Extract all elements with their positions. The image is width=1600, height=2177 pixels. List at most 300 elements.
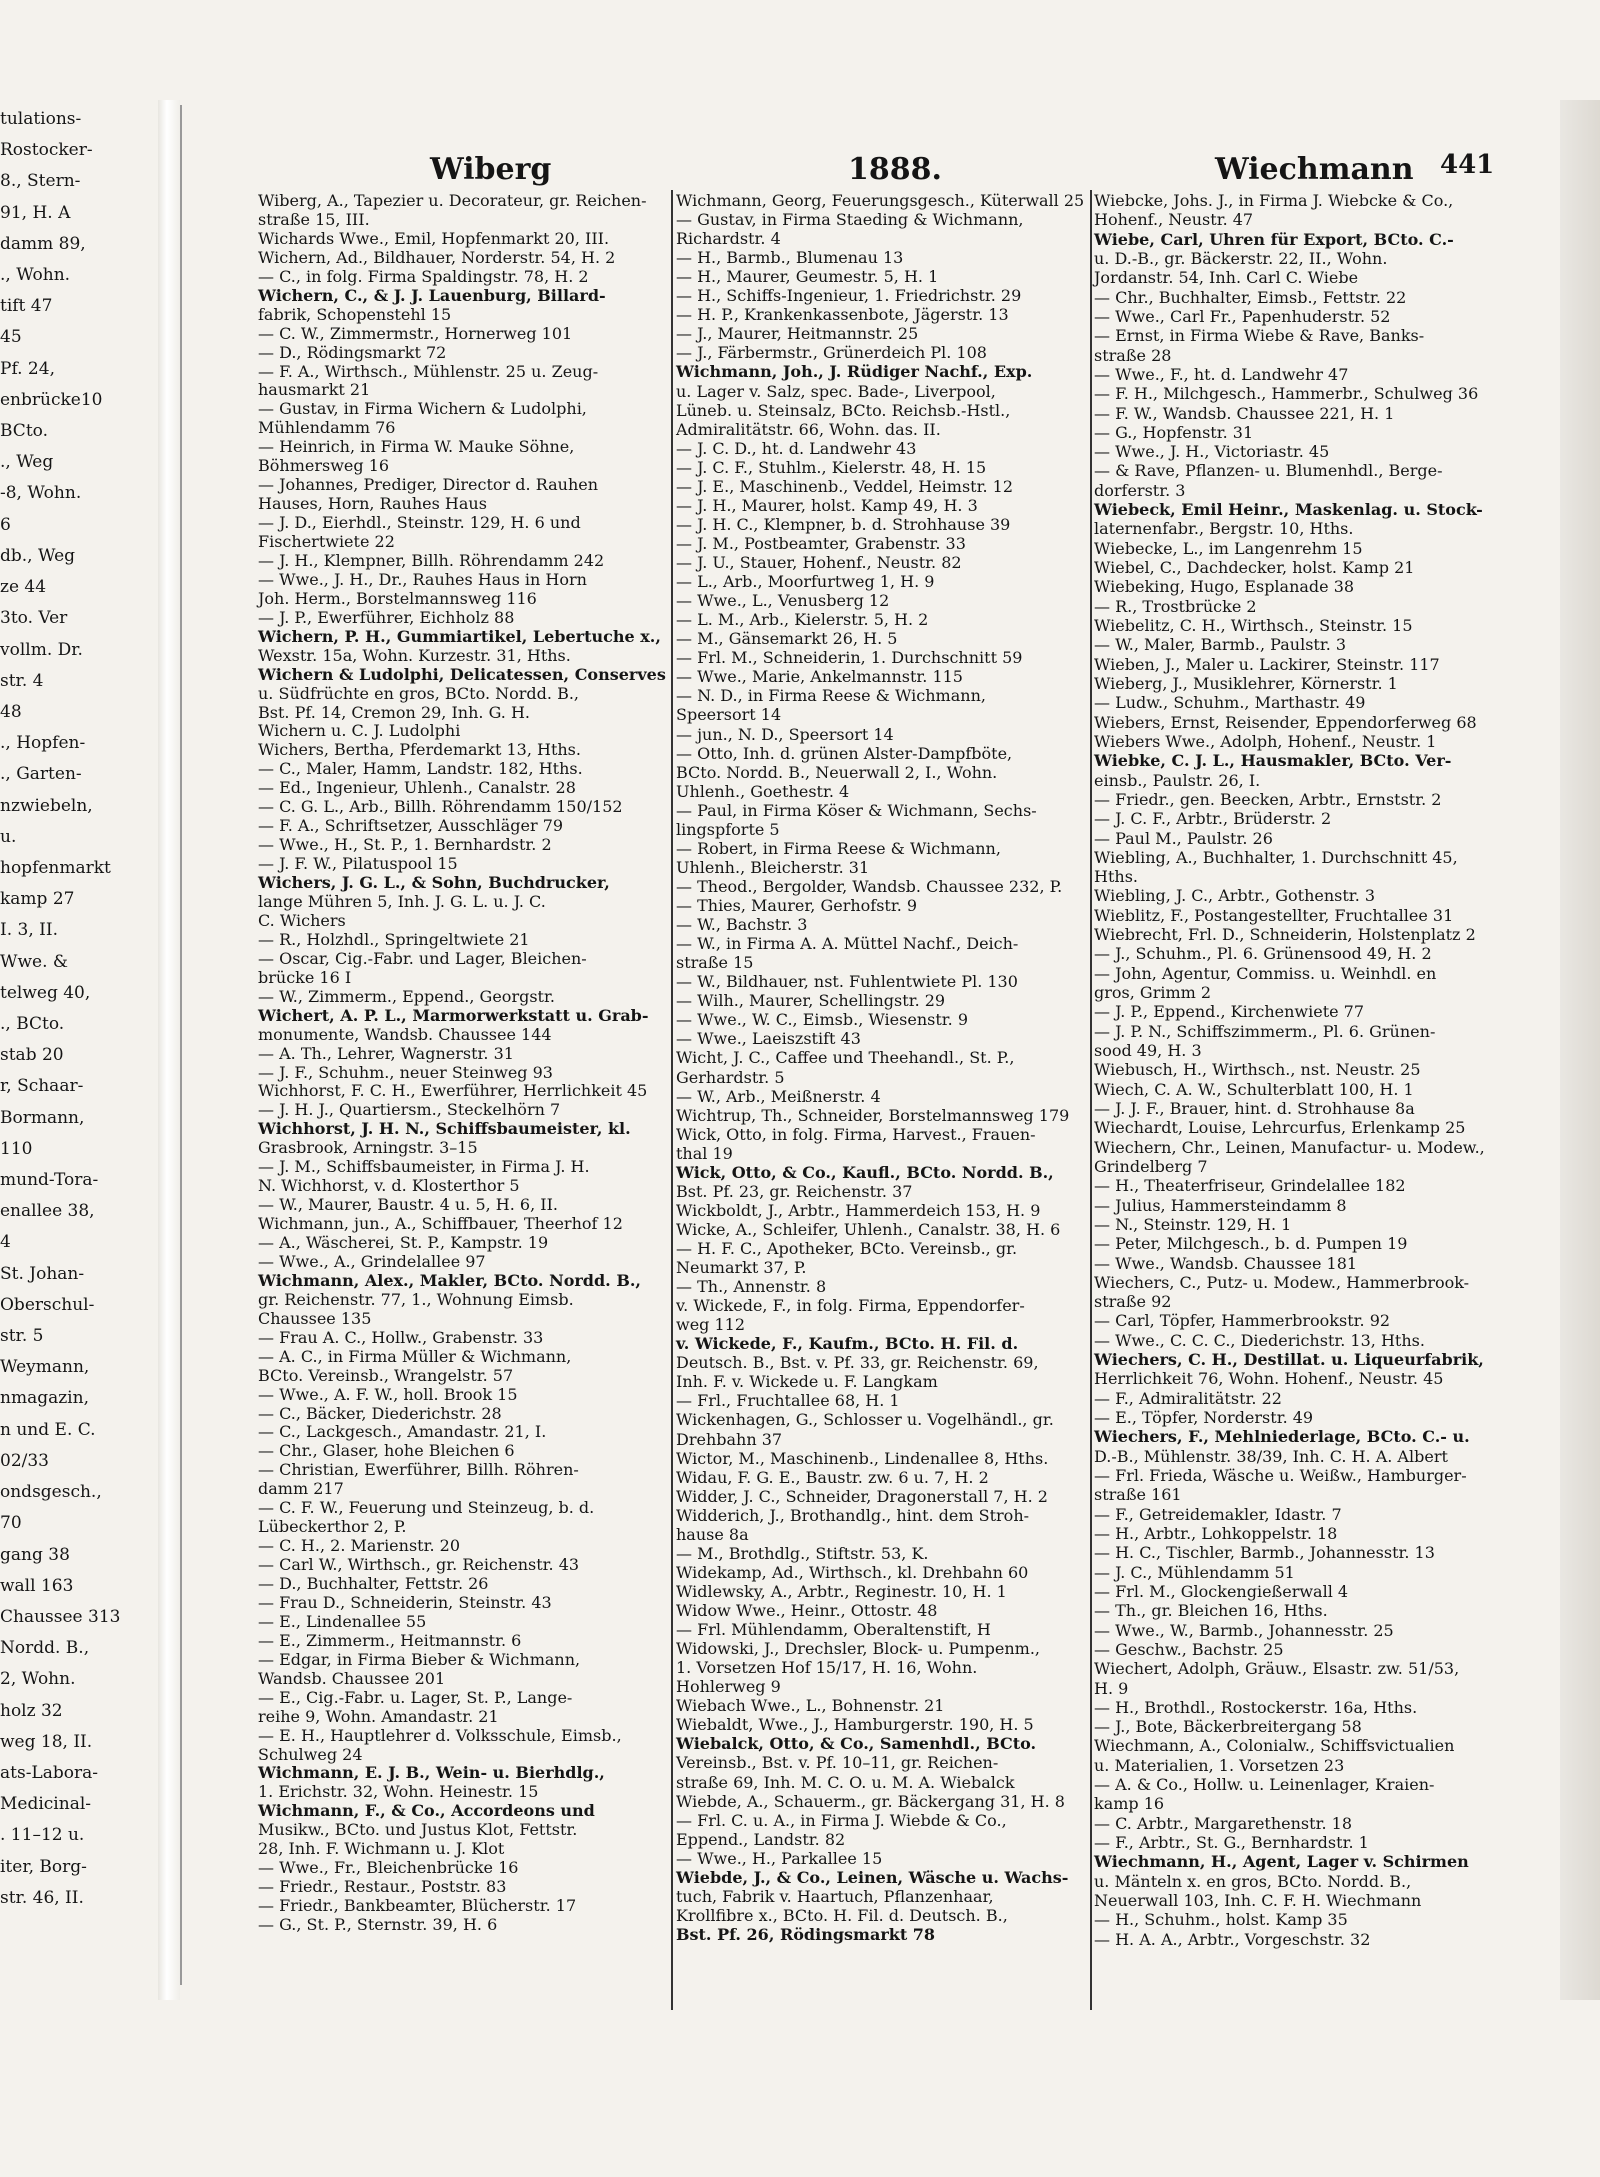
previous-page-line: 2, Wohn. bbox=[0, 1669, 76, 1690]
directory-entry-line: — E., Lindenallee 55 bbox=[258, 1611, 427, 1631]
directory-entry-line: — J. U., Stauer, Hohenf., Neustr. 82 bbox=[676, 553, 962, 573]
previous-page-line: tulations- bbox=[0, 110, 82, 129]
directory-entry-line: — Frau A. C., Hollw., Grabenstr. 33 bbox=[258, 1327, 544, 1347]
previous-page-line: nzwiebeln, bbox=[0, 795, 93, 816]
directory-entry-line: — L. M., Arb., Kielerstr. 5, H. 2 bbox=[676, 610, 929, 630]
previous-page-line: Wwe. & bbox=[0, 951, 69, 972]
directory-entry-line: Wiechert, Adolph, Gräuw., Elsastr. zw. 51/53, bbox=[1094, 1659, 1460, 1679]
directory-entry-line: H. 9 bbox=[1094, 1678, 1129, 1698]
directory-entry-line: — Ernst, in Firma Wiebe & Rave, Banks- bbox=[1094, 326, 1425, 346]
directory-entry-line: — Friedr., Restaur., Poststr. 83 bbox=[258, 1877, 507, 1897]
directory-entry-line: Wiech, C. A. W., Schulterblatt 100, H. 1 bbox=[1094, 1079, 1414, 1099]
directory-entry-line: — J. H., Klempner, Billh. Röhrendamm 242 bbox=[258, 550, 605, 570]
directory-entry-line: Widau, F. G. E., Baustr. zw. 6 u. 7, H. 2 bbox=[676, 1467, 989, 1487]
directory-entry-line: Bst. Pf. 14, Cremon 29, Inh. G. H. bbox=[258, 702, 530, 722]
directory-entry-line: Admiralitätstr. 66, Wohn. das. II. bbox=[676, 419, 941, 439]
directory-entry-line: Wichers, J. G. L., & Sohn, Buchdrucker, bbox=[258, 873, 610, 893]
directory-entry-line: — W., Maurer, Baustr. 4 u. 5, H. 6, II. bbox=[258, 1195, 558, 1215]
directory-entry-line: Wichards Wwe., Emil, Hopfenmarkt 20, III. bbox=[258, 228, 610, 248]
directory-entry-line: 1. Vorsetzen Hof 15/17, H. 16, Wohn. bbox=[676, 1658, 978, 1678]
previous-page-line: weg 18, II. bbox=[0, 1731, 93, 1752]
previous-page-line: ze 44 bbox=[0, 577, 47, 598]
directory-entry-line: Wiebelitz, C. H., Wirthsch., Steinstr. 15 bbox=[1094, 616, 1413, 635]
directory-entry-line: — J. P., Ewerführer, Eichholz 88 bbox=[258, 607, 515, 627]
directory-entry-line: — W., Bildhauer, nst. Fuhlentwiete Pl. 130 bbox=[676, 972, 1018, 992]
directory-entry-line: — J. C. F., Arbtr., Brüderstr. 2 bbox=[1094, 809, 1332, 829]
directory-entry-line: straße 15, III. bbox=[258, 209, 370, 229]
directory-entry-line: Wick, Otto, in folg. Firma, Harvest., Frauen- bbox=[676, 1124, 1036, 1144]
directory-entry-line: Wiebach Wwe., L., Bohnenstr. 21 bbox=[676, 1696, 945, 1716]
directory-entry-line: — H., Theaterfriseur, Grindelallee 182 bbox=[1094, 1176, 1406, 1196]
directory-entry-line: Lüneb. u. Steinsalz, BCto. Reichsb.-Hstl., bbox=[676, 400, 1011, 420]
directory-entry-line: — F., Getreidemakler, Idastr. 7 bbox=[1094, 1504, 1342, 1524]
directory-entry-line: Wicht, J. C., Caffee und Theehandl., St. P., bbox=[676, 1048, 1015, 1068]
directory-entry-line: — Frl. M., Glockengießerwall 4 bbox=[1094, 1581, 1349, 1601]
directory-entry-line: — Robert, in Firma Reese & Wichmann, bbox=[676, 838, 1001, 858]
previous-page-line: str. 5 bbox=[0, 1326, 44, 1347]
directory-entry-line: D.-B., Mühlenstr. 38/39, Inh. C. H. A. Albert bbox=[1094, 1446, 1448, 1466]
directory-entry-line: Wichhorst, F. C. H., Ewerführer, Herrlichkeit 45 bbox=[258, 1081, 648, 1101]
directory-entry-line: Wiebecke, L., im Langenrehm 15 bbox=[1094, 538, 1363, 558]
previous-page-line: BCto. bbox=[0, 421, 48, 442]
directory-entry-line: — C., Bäcker, Diederichstr. 28 bbox=[258, 1403, 502, 1423]
page-edge-shadow bbox=[1560, 100, 1600, 2000]
previous-page-line: hopfenmarkt bbox=[0, 857, 111, 878]
directory-entry-line: Neuerwall 103, Inh. C. F. H. Wiechmann bbox=[1094, 1891, 1422, 1911]
directory-entry-line: Wiebling, J. C., Arbtr., Gothenstr. 3 bbox=[1094, 886, 1376, 906]
directory-entry-line: — J. J. F., Brauer, hint. d. Strohhause 8a bbox=[1094, 1098, 1415, 1118]
directory-entry-line: Wexstr. 15a, Wohn. Kurzestr. 31, Hths. bbox=[258, 645, 571, 665]
directory-entry-line: — Chr., Glaser, hohe Bleichen 6 bbox=[258, 1441, 515, 1461]
previous-page-line: enbrücke10 bbox=[0, 389, 103, 410]
previous-page-line: 48 bbox=[0, 701, 22, 722]
directory-entry-line: 1. Erichstr. 32, Wohn. Heinestr. 15 bbox=[258, 1782, 539, 1802]
directory-entry-line: — Ludw., Schuhm., Marthastr. 49 bbox=[1094, 693, 1366, 713]
previous-page-line: str. 4 bbox=[0, 670, 44, 691]
directory-entry-line: straße 15 bbox=[676, 953, 754, 973]
directory-entry-line: — F. A., Wirthsch., Mühlenstr. 25 u. Zeug- bbox=[258, 361, 599, 381]
directory-entry-line: — Frau D., Schneiderin, Steinstr. 43 bbox=[258, 1592, 552, 1612]
directory-entry-line: — Paul M., Paulstr. 26 bbox=[1094, 828, 1273, 848]
directory-entry-line: Wiberg, A., Tapezier u. Decorateur, gr. Reichen- bbox=[258, 191, 647, 210]
directory-entry-line: Wiebeck, Emil Heinr., Maskenlag. u. Stock- bbox=[1094, 500, 1483, 520]
directory-entry-line: Wiechardt, Louise, Lehrcurfus, Erlenkamp 25 bbox=[1094, 1118, 1466, 1138]
column-rule-1 bbox=[671, 190, 673, 2010]
directory-entry-line: Wichers, Bertha, Pferdemarkt 13, Hths. bbox=[258, 740, 581, 760]
previous-page-line: 8., Stern- bbox=[0, 171, 81, 192]
directory-entry-line: — Heinrich, in Firma W. Mauke Söhne, bbox=[258, 437, 575, 457]
directory-entry-line: lange Mühren 5, Inh. J. G. L. u. J. C. bbox=[258, 891, 546, 911]
directory-entry-line: u. Südfrüchte en gros, BCto. Nordd. B., bbox=[258, 683, 579, 703]
directory-entry-line: — Wwe., Laeiszstift 43 bbox=[676, 1029, 861, 1049]
directory-entry-line: Jordanstr. 54, Inh. Carl C. Wiebe bbox=[1094, 268, 1359, 288]
directory-entry-line: Hths. bbox=[1094, 867, 1138, 887]
previous-page-line: Bormann, bbox=[0, 1107, 85, 1128]
directory-entry-line: — Chr., Buchhalter, Eimsb., Fettstr. 22 bbox=[1094, 287, 1407, 307]
directory-entry-line: — F. H., Milchgesch., Hammerbr., Schulweg 36 bbox=[1094, 384, 1479, 404]
directory-entry-line: laternenfabr., Bergstr. 10, Hths. bbox=[1094, 519, 1354, 539]
previous-page-line: str. 46, II. bbox=[0, 1887, 84, 1908]
directory-entry-line: Mühlendamm 76 bbox=[258, 418, 396, 438]
previous-page-line: Medicinal- bbox=[0, 1794, 92, 1815]
directory-entry-line: — H., Schuhm., holst. Kamp 35 bbox=[1094, 1910, 1348, 1930]
previous-page-line: Oberschul- bbox=[0, 1294, 95, 1315]
directory-entry-line: Speersort 14 bbox=[676, 705, 782, 725]
directory-entry-line: Wiechers, C. H., Destillat. u. Liqueurfabrik, bbox=[1094, 1350, 1484, 1370]
directory-entry-line: — Wwe., F., ht. d. Landwehr 47 bbox=[1094, 364, 1349, 384]
directory-entry-line: Wieben, J., Maler u. Lackirer, Steinstr. 117 bbox=[1094, 654, 1440, 674]
previous-page-line: 4 bbox=[0, 1232, 11, 1253]
directory-entry-line: Wichern, Ad., Bildhauer, Norderstr. 54, H. 2 bbox=[258, 247, 616, 267]
directory-entry-line: — C. H., 2. Marienstr. 20 bbox=[258, 1536, 461, 1556]
directory-entry-line: — Julius, Hammersteindamm 8 bbox=[1094, 1195, 1347, 1215]
directory-entry-line: Wichert, A. P. L., Marmorwerkstatt u. Grab- bbox=[258, 1005, 649, 1025]
directory-entry-line: — Wwe., J. H., Dr., Rauhes Haus in Horn bbox=[258, 569, 587, 589]
column-rule-2 bbox=[1090, 190, 1092, 2010]
directory-entry-line: Wiebalck, Otto, & Co., Samenhdl., BCto. bbox=[676, 1734, 1037, 1754]
previous-page-line: 110 bbox=[0, 1138, 33, 1159]
previous-page-line: I. 3, II. bbox=[0, 920, 58, 941]
directory-entry-line: — Edgar, in Firma Bieber & Wichmann, bbox=[258, 1649, 581, 1669]
previous-page-line: ats-Labora- bbox=[0, 1762, 98, 1783]
directory-entry-line: — Th., gr. Bleichen 16, Hths. bbox=[1094, 1601, 1328, 1621]
directory-entry-line: — John, Agentur, Commiss. u. Weinhdl. en bbox=[1094, 963, 1437, 983]
directory-entry-line: — Theod., Bergolder, Wandsb. Chaussee 232, P. bbox=[676, 876, 1063, 896]
running-head-left: Wiberg bbox=[430, 152, 552, 187]
directory-entry-line: — Friedr., Bankbeamter, Blücherstr. 17 bbox=[258, 1896, 577, 1916]
directory-entry-line: damm 217 bbox=[258, 1479, 344, 1499]
directory-entry-line: — C., Maler, Hamm, Landstr. 182, Hths. bbox=[258, 759, 583, 779]
directory-entry-line: C. Wichers bbox=[258, 910, 346, 930]
directory-entry-line: Uhlenh., Bleicherstr. 31 bbox=[676, 857, 870, 877]
directory-entry-line: Wiebrecht, Frl. D., Schneiderin, Holstenplatz 2 bbox=[1094, 925, 1476, 945]
directory-entry-line: Vereinsb., Bst. v. Pf. 10–11, gr. Reichen- bbox=[676, 1753, 999, 1773]
directory-entry-line: — Ed., Ingenieur, Uhlenh., Canalstr. 28 bbox=[258, 778, 576, 798]
directory-entry-line: — H., Brothdl., Rostockerstr. 16a, Hths. bbox=[1094, 1697, 1418, 1717]
previous-page-line: 91, H. A bbox=[0, 202, 71, 223]
directory-entry-line: — F. A., Schriftsetzer, Ausschläger 79 bbox=[258, 816, 564, 836]
directory-entry-line: — jun., N. D., Speersort 14 bbox=[676, 724, 894, 744]
directory-entry-line: — Wwe., Wandsb. Chaussee 181 bbox=[1094, 1253, 1358, 1273]
book-gutter bbox=[158, 100, 180, 2000]
directory-entry-line: Bst. Pf. 23, gr. Reichenstr. 37 bbox=[676, 1181, 913, 1201]
previous-page-line: mund-Tora- bbox=[0, 1170, 99, 1191]
directory-entry-line: thal 19 bbox=[676, 1143, 733, 1163]
directory-entry-line: — J. P. N., Schiffszimmerm., Pl. 6. Grünen- bbox=[1094, 1021, 1436, 1041]
directory-entry-line: — Gustav, in Firma Wichern & Ludolphi, bbox=[258, 399, 587, 419]
directory-entry-line: — J. F. W., Pilatuspool 15 bbox=[258, 854, 458, 874]
directory-entry-line: — Wwe., Fr., Bleichenbrücke 16 bbox=[258, 1858, 519, 1878]
previous-page-line: tift 47 bbox=[0, 296, 53, 317]
directory-entry-line: einsb., Paulstr. 26, I. bbox=[1094, 770, 1261, 790]
directory-entry-line: — Frl. C. u. A., in Firma J. Wiebde & Co., bbox=[676, 1810, 1007, 1830]
directory-entry-line: — H. P., Krankenkassenbote, Jägerstr. 13 bbox=[676, 305, 1009, 325]
directory-entry-line: Wandsb. Chaussee 201 bbox=[258, 1668, 446, 1688]
running-head-year: 1888. bbox=[848, 152, 942, 187]
directory-entry-line: Herrlichkeit 76, Wohn. Hohenf., Neustr. 45 bbox=[1094, 1369, 1444, 1389]
directory-entry-line: Fischertwiete 22 bbox=[258, 532, 395, 552]
directory-entry-line: — J. M., Postbeamter, Grabenstr. 33 bbox=[676, 533, 966, 553]
directory-entry-line: — J. C. D., ht. d. Landwehr 43 bbox=[676, 438, 917, 458]
directory-entry-line: — A. & Co., Hollw. u. Leinenlager, Kraien- bbox=[1094, 1775, 1435, 1795]
directory-entry-line: Wiebde, J., & Co., Leinen, Wäsche u. Wachs- bbox=[676, 1867, 1069, 1887]
directory-entry-line: Wiebel, C., Dachdecker, holst. Kamp 21 bbox=[1094, 558, 1415, 578]
directory-entry-line: Neumarkt 37, P. bbox=[676, 1258, 807, 1278]
previous-page-line: ., Hopfen- bbox=[0, 733, 86, 754]
previous-page-line: enallee 38, bbox=[0, 1201, 95, 1222]
directory-entry-line: Widow Wwe., Heinr., Ottostr. 48 bbox=[676, 1601, 938, 1621]
directory-entry-line: u. Materialien, 1. Vorsetzen 23 bbox=[1094, 1755, 1345, 1775]
directory-entry-line: — Wwe., W. C., Eimsb., Wiesenstr. 9 bbox=[676, 1010, 968, 1030]
directory-entry-line: — J. H. J., Quartiersm., Steckelhörn 7 bbox=[258, 1100, 561, 1120]
directory-entry-line: — Oscar, Cig.-Fabr. und Lager, Bleichen- bbox=[258, 948, 587, 968]
directory-entry-line: — Peter, Milchgesch., b. d. Pumpen 19 bbox=[1094, 1234, 1408, 1254]
previous-page-line: Nordd. B., bbox=[0, 1638, 90, 1659]
directory-entry-line: — L., Arb., Moorfurtweg 1, H. 9 bbox=[676, 572, 935, 592]
directory-entry-line: Lübeckerthor 2, P. bbox=[258, 1517, 407, 1537]
directory-entry-line: — W., Arb., Meißnerstr. 4 bbox=[676, 1086, 881, 1106]
directory-entry-line: — Otto, Inh. d. grünen Alster-Dampfböte, bbox=[676, 743, 1013, 763]
directory-entry-line: — Carl W., Wirthsch., gr. Reichenstr. 43 bbox=[258, 1555, 580, 1575]
directory-entry-line: — Friedr., gen. Beecken, Arbtr., Ernststr. 2 bbox=[1094, 789, 1442, 809]
directory-entry-line: Gerhardstr. 5 bbox=[676, 1067, 785, 1087]
directory-entry-line: — Frl., Fruchtallee 68, H. 1 bbox=[676, 1391, 900, 1411]
directory-entry-line: Wicke, A., Schleifer, Uhlenh., Canalstr. 38, H. 6 bbox=[676, 1219, 1061, 1239]
previous-page-line: gang 38 bbox=[0, 1544, 70, 1565]
directory-entry-line: straße 161 bbox=[1094, 1485, 1182, 1505]
directory-entry-line: Wieberg, J., Musiklehrer, Körnerstr. 1 bbox=[1094, 673, 1398, 693]
directory-entry-line: — F., Arbtr., St. G., Bernhardstr. 1 bbox=[1094, 1833, 1369, 1853]
directory-entry-line: Drehbahn 37 bbox=[676, 1429, 783, 1449]
directory-entry-line: Wichmann, Joh., J. Rüdiger Nachf., Exp. bbox=[676, 362, 1033, 382]
previous-page-line: telweg 40, bbox=[0, 982, 91, 1003]
directory-entry-line: u. Mänteln x. en gros, BCto. Nordd. B., bbox=[1094, 1871, 1412, 1891]
directory-entry-line: — G., Hopfenstr. 31 bbox=[1094, 422, 1254, 442]
directory-entry-line: — H., Schiffs-Ingenieur, 1. Friedrichstr. 29 bbox=[676, 286, 1022, 306]
previous-page-line: r, Schaar- bbox=[0, 1076, 84, 1097]
previous-page-line: iter, Borg- bbox=[0, 1856, 87, 1877]
previous-page-line: stab 20 bbox=[0, 1045, 64, 1066]
directory-entry-line: Hauses, Horn, Rauhes Haus bbox=[258, 494, 487, 514]
directory-entry-line: Widowski, J., Drechsler, Block- u. Pumpenm., bbox=[676, 1639, 1040, 1659]
previous-page-line: ., BCto. bbox=[0, 1014, 65, 1034]
directory-entry-line: tuch, Fabrik v. Haartuch, Pflanzenhaar, bbox=[676, 1886, 994, 1906]
directory-entry-line: — J. H., Maurer, holst. Kamp 49, H. 3 bbox=[676, 495, 978, 515]
directory-entry-line: Wichern, C., & J. J. Lauenburg, Billard- bbox=[258, 285, 606, 305]
directory-entry-line: Wiebers Wwe., Adolph, Hohenf., Neustr. 1 bbox=[1094, 731, 1437, 751]
previous-page-line: vollm. Dr. bbox=[0, 639, 83, 660]
directory-entry-line: dorferstr. 3 bbox=[1094, 480, 1186, 500]
directory-entry-line: — Wwe., J. H., Victoriastr. 45 bbox=[1094, 442, 1330, 462]
directory-entry-line: — R., Holzhdl., Springeltwiete 21 bbox=[258, 929, 530, 949]
directory-entry-line: Inh. F. v. Wickede u. F. Langkam bbox=[676, 1372, 938, 1392]
directory-entry-line: Wickboldt, J., Arbtr., Hammerdeich 153, H. 9 bbox=[676, 1200, 1041, 1220]
previous-page-line: Pf. 24, bbox=[0, 358, 55, 379]
directory-entry-line: — J. D., Eierhdl., Steinstr. 129, H. 6 und bbox=[258, 513, 581, 533]
previous-page-line: -8, Wohn. bbox=[0, 483, 82, 504]
directory-entry-line: Wiechers, F., Mehlniederlage, BCto. C.- u. bbox=[1094, 1427, 1470, 1447]
previous-page-line: ., Weg bbox=[0, 452, 54, 473]
directory-entry-line: — J., Färbermstr., Grünerdeich Pl. 108 bbox=[676, 343, 987, 363]
directory-entry-line: sood 49, H. 3 bbox=[1094, 1041, 1202, 1061]
directory-entry-line: — H. C., Tischler, Barmb., Johannesstr. 13 bbox=[1094, 1543, 1435, 1563]
directory-entry-line: — G., St. P., Sternstr. 39, H. 6 bbox=[258, 1915, 498, 1935]
directory-entry-line: Wiechmann, H., Agent, Lager v. Schirmen bbox=[1094, 1852, 1469, 1872]
directory-entry-line: Grasbrook, Arningstr. 3–15 bbox=[258, 1138, 478, 1158]
directory-entry-line: Wiebke, C. J. L., Hausmakler, BCto. Ver- bbox=[1094, 751, 1452, 771]
previous-page-line: 3to. Ver bbox=[0, 608, 68, 629]
directory-entry-line: — W., Zimmerm., Eppend., Georgstr. bbox=[258, 986, 555, 1006]
directory-entry-line: Deutsch. B., Bst. v. Pf. 33, gr. Reichenstr. 69, bbox=[676, 1353, 1039, 1373]
directory-entry-line: Wiechmann, A., Colonialw., Schiffsvictualien bbox=[1094, 1736, 1455, 1756]
directory-entry-line: — C. F. W., Feuerung und Steinzeug, b. d. bbox=[258, 1498, 595, 1518]
previous-page-line: 70 bbox=[0, 1513, 22, 1534]
directory-entry-line: — H., Arbtr., Lohkoppelstr. 18 bbox=[1094, 1523, 1338, 1543]
directory-entry-line: — Wwe., L., Venusberg 12 bbox=[676, 591, 890, 611]
directory-entry-line: — C. Arbtr., Margarethenstr. 18 bbox=[1094, 1813, 1352, 1833]
directory-entry-line: — J., Schuhm., Pl. 6. Grünensood 49, H. 2 bbox=[1094, 944, 1432, 964]
directory-entry-line: — Wwe., H., Parkallee 15 bbox=[676, 1848, 883, 1868]
directory-entry-line: — Wwe., A. F. W., holl. Brook 15 bbox=[258, 1384, 518, 1404]
directory-entry-line: hause 8a bbox=[676, 1524, 749, 1544]
directory-entry-line: fabrik, Schopenstehl 15 bbox=[258, 304, 452, 324]
directory-entry-line: — J. M., Schiffsbaumeister, in Firma J. H. bbox=[258, 1157, 590, 1177]
directory-entry-line: — N. D., in Firma Reese & Wichmann, bbox=[676, 686, 986, 706]
directory-entry-line: — C., in folg. Firma Spaldingstr. 78, H. 2 bbox=[258, 266, 589, 286]
directory-entry-line: Wiechers, C., Putz- u. Modew., Hammerbrook- bbox=[1094, 1272, 1470, 1292]
running-head-right: Wiechmann bbox=[1215, 152, 1414, 187]
directory-entry-line: — H., Barmb., Blumenau 13 bbox=[676, 248, 904, 268]
directory-entry-line: Eppend., Landstr. 82 bbox=[676, 1829, 846, 1849]
directory-entry-line: BCto. Nordd. B., Neuerwall 2, I., Wohn. bbox=[676, 762, 998, 782]
directory-entry-line: Wichmann, F., & Co., Accordeons und bbox=[258, 1801, 595, 1821]
directory-entry-line: — M., Brothdlg., Stiftstr. 53, K. bbox=[676, 1543, 929, 1563]
directory-entry-line: — A. C., in Firma Müller & Wichmann, bbox=[258, 1346, 572, 1366]
directory-entry-line: Wiechern, Chr., Leinen, Manufactur- u. Modew., bbox=[1094, 1137, 1485, 1157]
directory-entry-line: Richardstr. 4 bbox=[676, 229, 781, 249]
directory-entry-line: — N., Steinstr. 129, H. 1 bbox=[1094, 1214, 1292, 1234]
directory-entry-line: — Wilh., Maurer, Schellingstr. 29 bbox=[676, 991, 946, 1011]
directory-entry-line: Schulweg 24 bbox=[258, 1744, 363, 1764]
directory-entry-line: Wiebe, Carl, Uhren für Export, BCto. C.- bbox=[1094, 229, 1454, 249]
directory-entry-line: reihe 9, Wohn. Amandastr. 21 bbox=[258, 1706, 499, 1726]
directory-entry-line: — A. Th., Lehrer, Wagnerstr. 31 bbox=[258, 1043, 514, 1063]
directory-entry-line: — J. C. F., Stuhlm., Kielerstr. 48, H. 15 bbox=[676, 457, 987, 477]
directory-entry-line: u. Lager v. Salz, spec. Bade-, Liverpool, bbox=[676, 381, 996, 401]
directory-entry-line: Wichmann, Georg, Feuerungsgesch., Küterwall 25 bbox=[676, 191, 1085, 210]
directory-entry-line: — C., Lackgesch., Amandastr. 21, I. bbox=[258, 1422, 547, 1442]
directory-entry-line: — Thies, Maurer, Gerhofstr. 9 bbox=[676, 896, 918, 915]
previous-page-line: Chaussee 313 bbox=[0, 1606, 121, 1627]
directory-entry-line: — E., Zimmerm., Heitmannstr. 6 bbox=[258, 1630, 522, 1650]
previous-page-line: ., Wohn. bbox=[0, 265, 71, 286]
directory-entry-line: Grindelberg 7 bbox=[1094, 1156, 1208, 1176]
directory-entry-line: v. Wickede, F., in folg. Firma, Eppendorfer- bbox=[676, 1296, 1025, 1316]
directory-entry-line: Wickenhagen, G., Schlosser u. Vogelhändl., gr. bbox=[676, 1410, 1054, 1430]
directory-entry-line: 28, Inh. F. Wichmann u. J. Klot bbox=[258, 1839, 505, 1859]
directory-entry-line: — D., Buchhalter, Fettstr. 26 bbox=[258, 1574, 489, 1594]
directory-entry-line: Widder, J. C., Schneider, Dragonerstall 7, H. 2 bbox=[676, 1486, 1048, 1506]
directory-entry-line: — Geschw., Bachstr. 25 bbox=[1094, 1639, 1284, 1659]
directory-entry-line: v. Wickede, F., Kaufm., BCto. H. Fil. d. bbox=[676, 1334, 1019, 1354]
previous-page-line: nmagazin, bbox=[0, 1388, 89, 1409]
directory-entry-line: hausmarkt 21 bbox=[258, 380, 371, 400]
directory-entry-line: — Wwe., W., Barmb., Johannesstr. 25 bbox=[1094, 1620, 1394, 1640]
directory-entry-line: Wiebcke, Johs. J., in Firma J. Wiebcke & Co., bbox=[1094, 191, 1454, 210]
directory-entry-line: straße 28 bbox=[1094, 345, 1172, 365]
directory-entry-line: Widlewsky, A., Arbtr., Reginestr. 10, H. 1 bbox=[676, 1581, 1007, 1601]
directory-entry-line: kamp 16 bbox=[1094, 1794, 1165, 1814]
directory-entry-line: Bst. Pf. 26, Rödingsmarkt 78 bbox=[676, 1924, 936, 1944]
previous-page-line: ., Garten- bbox=[0, 764, 82, 785]
directory-entry-line: — F. W., Wandsb. Chaussee 221, H. 1 bbox=[1094, 403, 1395, 423]
directory-entry-line: Widekamp, Ad., Wirthsch., kl. Drehbahn 60 bbox=[676, 1562, 1029, 1582]
directory-entry-line: Wick, Otto, & Co., Kaufl., BCto. Nordd. B., bbox=[676, 1162, 1054, 1182]
directory-entry-line: — W., in Firma A. A. Müttel Nachf., Deich- bbox=[676, 934, 1019, 954]
directory-entry-line: Wieblitz, F., Postangestellter, Fruchtallee 31 bbox=[1094, 905, 1454, 925]
directory-entry-line: — Wwe., Carl Fr., Papenhuderstr. 52 bbox=[1094, 306, 1391, 326]
directory-entry-line: — E., Töpfer, Norderstr. 49 bbox=[1094, 1408, 1314, 1428]
directory-entry-line: weg 112 bbox=[676, 1315, 746, 1335]
directory-entry-line: Uhlenh., Goethestr. 4 bbox=[676, 781, 850, 801]
directory-entry-line: — Wwe., A., Grindelallee 97 bbox=[258, 1251, 486, 1271]
directory-entry-line: — Wwe., Marie, Ankelmannstr. 115 bbox=[676, 667, 963, 687]
directory-entry-line: — M., Gänsemarkt 26, H. 5 bbox=[676, 629, 898, 649]
previous-page-line: 45 bbox=[0, 327, 22, 348]
previous-page-line: damm 89, bbox=[0, 233, 86, 254]
directory-entry-line: Wichmann, E. J. B., Wein- u. Bierhdlg., bbox=[258, 1763, 605, 1783]
directory-entry-line: Wichmann, jun., A., Schiffbauer, Theerhof 12 bbox=[258, 1214, 623, 1234]
directory-entry-line: — Gustav, in Firma Staeding & Wichmann, bbox=[676, 210, 1024, 230]
previous-page-line: 02/33 bbox=[0, 1450, 49, 1471]
directory-entry-line: Wiebde, A., Schauerm., gr. Bäckergang 31, H. 8 bbox=[676, 1791, 1065, 1811]
directory-entry-line: — Carl, Töpfer, Hammerbrookstr. 92 bbox=[1094, 1311, 1391, 1331]
directory-entry-line: Wichern u. C. J. Ludolphi bbox=[258, 721, 461, 741]
directory-entry-line: Wichtrup, Th., Schneider, Borstelmannsweg 179 bbox=[676, 1105, 1070, 1125]
directory-entry-line: straße 92 bbox=[1094, 1292, 1172, 1312]
directory-entry-line: — A., Wäscherei, St. P., Kampstr. 19 bbox=[258, 1233, 549, 1252]
directory-entry-line: Wiebusch, H., Wirthsch., nst. Neustr. 25 bbox=[1094, 1060, 1421, 1080]
directory-entry-line: Widderich, J., Brothandlg., hint. dem Stroh- bbox=[676, 1505, 1030, 1525]
previous-page-line: db., Weg bbox=[0, 545, 76, 566]
directory-entry-line: Wictor, M., Maschinenb., Lindenallee 8, Hths. bbox=[676, 1448, 1049, 1468]
directory-entry-line: — Th., Annenstr. 8 bbox=[676, 1277, 827, 1297]
previous-page-line: St. Johan- bbox=[0, 1263, 85, 1284]
directory-entry-line: lingspforte 5 bbox=[676, 819, 780, 839]
previous-page-line: kamp 27 bbox=[0, 889, 75, 910]
previous-page-line: Weymann, bbox=[0, 1357, 90, 1378]
directory-entry-line: Wichern, P. H., Gummiartikel, Lebertuche x., bbox=[258, 626, 661, 646]
directory-entry-line: Wiebeking, Hugo, Esplanade 38 bbox=[1094, 577, 1355, 597]
page-number: 441 bbox=[1440, 150, 1495, 180]
directory-entry-line: Wichhorst, J. H. N., Schiffsbaumeister, kl. bbox=[258, 1119, 631, 1139]
directory-entry-line: u. D.-B., gr. Bäckerstr. 22, II., Wohn. bbox=[1094, 248, 1388, 268]
directory-entry-line: Hohenf., Neustr. 47 bbox=[1094, 210, 1254, 230]
directory-entry-line: — H. F. C., Apotheker, BCto. Vereinsb., gr. bbox=[676, 1238, 1018, 1258]
previous-page-line: ondsgesch., bbox=[0, 1482, 102, 1503]
directory-entry-line: — Frl. Mühlendamm, Oberaltenstift, H bbox=[676, 1620, 991, 1640]
directory-entry-line: N. Wichhorst, v. d. Klosterthor 5 bbox=[258, 1176, 520, 1196]
directory-entry-line: monumente, Wandsb. Chaussee 144 bbox=[258, 1024, 552, 1044]
directory-entry-line: — J. H. C., Klempner, b. d. Strohhause 39 bbox=[676, 514, 1011, 534]
directory-entry-line: BCto. Vereinsb., Wrangelstr. 57 bbox=[258, 1365, 514, 1385]
directory-entry-line: straße 69, Inh. M. C. O. u. M. A. Wiebalck bbox=[676, 1772, 1015, 1792]
spine-line bbox=[180, 105, 182, 1985]
directory-entry-line: brücke 16 I bbox=[258, 967, 352, 987]
directory-entry-line: — J. E., Maschinenb., Veddel, Heimstr. 12 bbox=[676, 476, 1014, 496]
directory-entry-line: Joh. Herm., Borstelmannsweg 116 bbox=[258, 588, 537, 608]
directory-entry-line: Wiebling, A., Buchhalter, 1. Durchschnitt 45, bbox=[1094, 847, 1458, 867]
